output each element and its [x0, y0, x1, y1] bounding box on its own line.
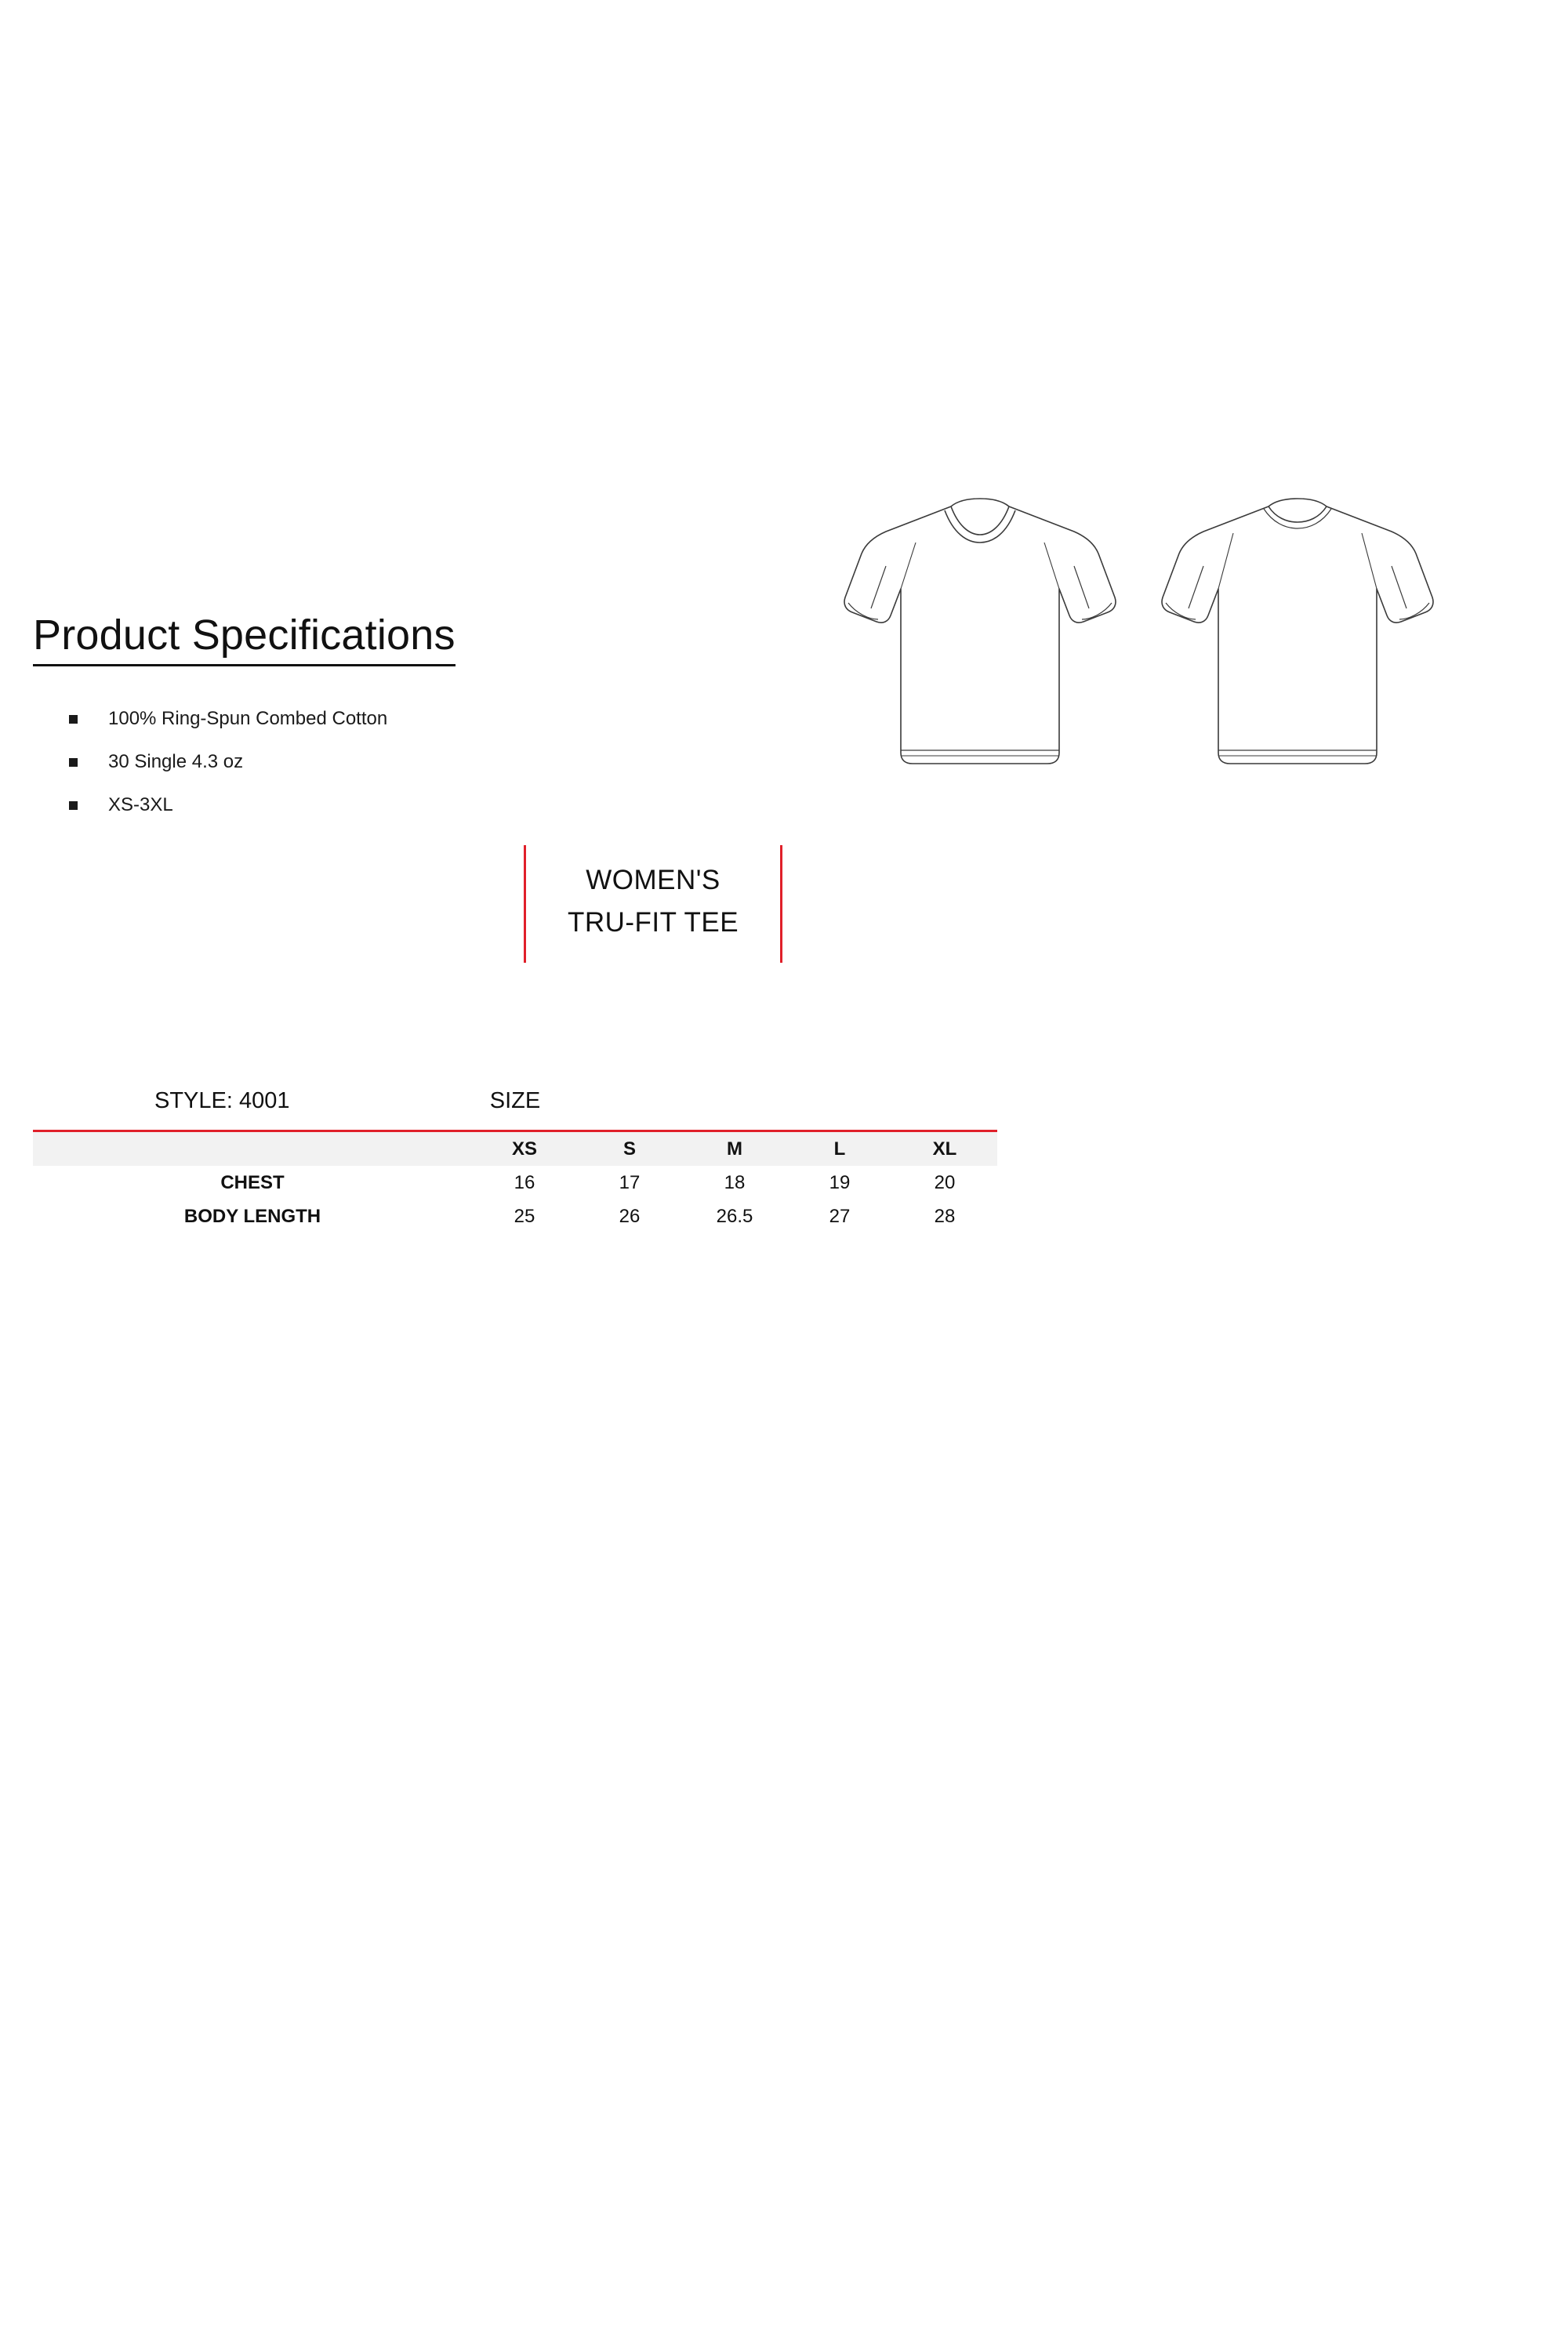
- tshirt-back-illustration: [1156, 494, 1439, 796]
- size-chart-table: [33, 1132, 997, 1233]
- size-chart: [33, 1088, 997, 1233]
- spec-text: 100% Ring-Spun Combed Cotton: [108, 708, 388, 729]
- column-header-m: M: [727, 1138, 742, 1160]
- column-header-blank: [33, 1132, 472, 1166]
- nameplate-text: [524, 859, 782, 945]
- table-row: [33, 1166, 997, 1200]
- column-header-xs: XS: [511, 1138, 537, 1160]
- bullet-square-icon: [69, 801, 78, 810]
- nameplate-line-1: WOMEN'S: [586, 865, 720, 895]
- page-title: Product Specifications: [33, 612, 456, 666]
- row-label-chest: CHEST: [220, 1171, 285, 1193]
- list-item: [69, 710, 555, 728]
- column-header-l: L: [833, 1138, 846, 1160]
- column-header-s: S: [622, 1138, 636, 1160]
- cell-body-length-m: 26.5: [716, 1205, 753, 1227]
- cell-chest-xs: 16: [514, 1171, 535, 1193]
- cell-body-length-xl: 28: [934, 1205, 956, 1227]
- cell-chest-l: 19: [829, 1171, 851, 1193]
- list-item: [69, 796, 555, 815]
- list-item: [69, 753, 555, 771]
- column-header-xl: XL: [932, 1138, 957, 1160]
- table-row: [33, 1200, 997, 1233]
- cell-chest-s: 17: [619, 1171, 641, 1193]
- bullet-square-icon: [69, 715, 78, 724]
- style-label: STYLE: 4001: [154, 1088, 290, 1113]
- product-spec-list: [69, 710, 555, 839]
- product-nameplate: [524, 845, 782, 963]
- cell-body-length-l: 27: [829, 1205, 851, 1227]
- spec-text: 30 Single 4.3 oz: [108, 751, 244, 772]
- cell-chest-m: 18: [724, 1171, 746, 1193]
- cell-chest-xl: 20: [934, 1171, 956, 1193]
- cell-body-length-s: 26: [619, 1205, 641, 1227]
- nameplate-line-2: TRU-FIT TEE: [567, 907, 739, 938]
- cell-body-length-xs: 25: [514, 1205, 535, 1227]
- size-chart-header: [33, 1088, 997, 1123]
- row-label-body-length: BODY LENGTH: [183, 1205, 321, 1227]
- size-label: SIZE: [489, 1088, 541, 1113]
- table-header-row: [33, 1132, 997, 1166]
- spec-text: XS-3XL: [108, 794, 173, 815]
- tshirt-front-illustration: [839, 494, 1121, 796]
- bullet-square-icon: [69, 758, 78, 767]
